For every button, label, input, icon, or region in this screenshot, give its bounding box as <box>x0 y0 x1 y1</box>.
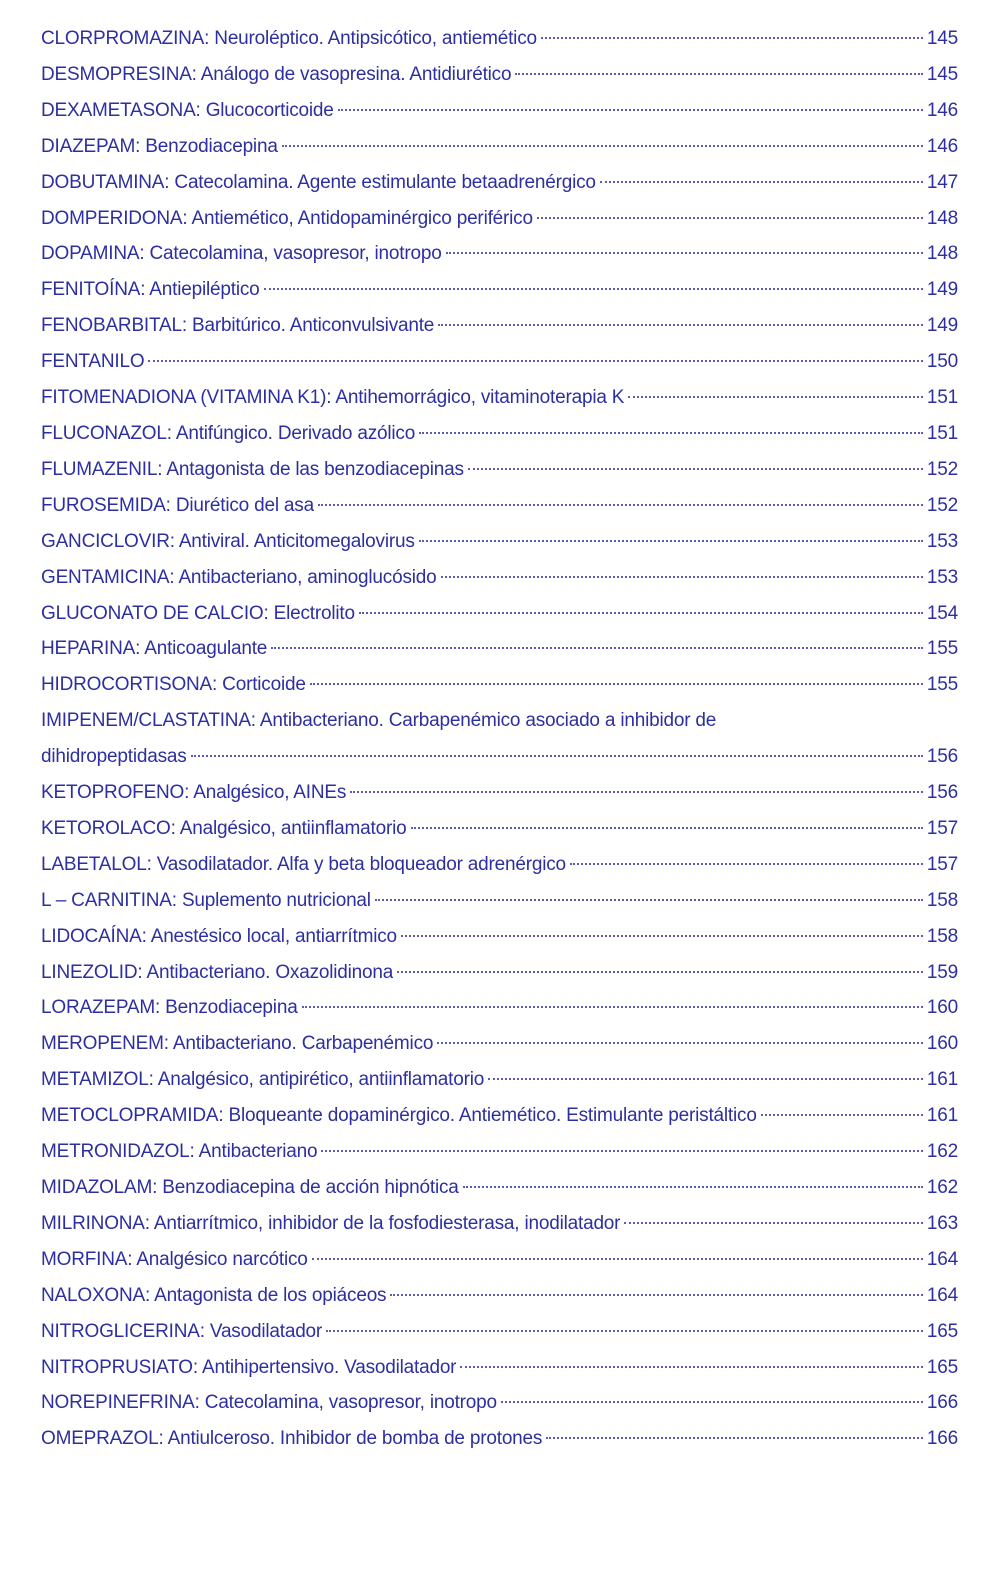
dot-leader <box>624 1222 923 1224</box>
toc-entry[interactable] <box>41 919 958 955</box>
dot-leader <box>338 109 923 111</box>
toc-entry-title: DIAZEPAM: Benzodiacepina <box>41 135 278 157</box>
toc-entry[interactable] <box>41 1206 958 1242</box>
toc-entry-page-number: 145 <box>926 28 958 49</box>
dot-leader <box>441 576 923 578</box>
toc-entry-page-number: 156 <box>926 782 958 804</box>
toc-entry-title: GANCICLOVIR: Antiviral. Anticitomegalovirus <box>41 530 415 552</box>
toc-entry-page-number: 148 <box>926 207 958 229</box>
toc-entry[interactable] <box>41 236 958 272</box>
toc-entry[interactable] <box>41 1242 958 1278</box>
toc-entry-page-number: 161 <box>926 1105 958 1127</box>
toc-entry-page-number: 145 <box>926 63 958 85</box>
toc-entry[interactable] <box>41 1098 958 1134</box>
dot-leader <box>191 755 923 757</box>
toc-entry-title-continued: dihidropeptidasas <box>41 746 187 768</box>
toc-entry-page-number: 158 <box>926 925 958 947</box>
toc-entry[interactable] <box>41 990 958 1026</box>
toc-entry[interactable] <box>41 165 958 201</box>
dot-leader <box>310 683 923 685</box>
toc-entry-title: MIDAZOLAM: Benzodiacepina de acción hipnótica <box>41 1177 459 1198</box>
toc-entry[interactable] <box>41 488 958 524</box>
toc-entry[interactable] <box>41 1421 958 1457</box>
toc-entry-title: METOCLOPRAMIDA: Bloqueante dopaminérgico. Antiemético. Estimulante peristáltico <box>41 1105 757 1127</box>
toc-entry-title: DOBUTAMINA: Catecolamina. Agente estimulante betaadrenérgico <box>41 171 596 193</box>
dot-leader <box>537 217 923 219</box>
toc-entry-title: LINEZOLID: Antibacteriano. Oxazolidinona <box>41 961 394 983</box>
toc-entry-page-number: 152 <box>926 458 958 480</box>
toc-entry-title: METAMIZOL: Analgésico, antipirético, antiinflamatorio <box>41 1069 485 1091</box>
toc-entry-title: LIDOCAÍNA: Anestésico local, antiarrítmico <box>41 925 397 947</box>
toc-entry-page-number: 153 <box>926 566 958 588</box>
toc-entry-page-number: 162 <box>926 1141 958 1163</box>
toc-entry-page-number: 166 <box>926 1392 958 1414</box>
toc-entry-title: GLUCONATO DE CALCIO: Electrolito <box>41 602 355 624</box>
toc-entry-page-number: 149 <box>926 279 958 301</box>
toc-entry-page-number: 159 <box>926 961 958 983</box>
toc-entry-page-number: 151 <box>926 422 958 444</box>
toc-entry[interactable] <box>41 560 958 596</box>
toc-entry-page-number: 157 <box>926 817 958 839</box>
toc-entry-page-number: 148 <box>926 243 958 265</box>
table-of-contents <box>41 21 958 1457</box>
toc-entry-title: IMIPENEM/CLASTATINA: Antibacteriano. Carbapenémico asociado a inhibidor de <box>41 710 717 732</box>
toc-entry-page-number: 161 <box>926 1069 958 1091</box>
toc-entry-page-number: 156 <box>926 746 958 768</box>
dot-leader <box>501 1401 923 1403</box>
dot-leader <box>264 288 923 290</box>
toc-entry-title: MEROPENEM: Antibacteriano. Carbapenémico <box>41 1033 434 1055</box>
toc-entry-title: METRONIDAZOL: Antibacteriano <box>41 1141 318 1163</box>
toc-entry[interactable] <box>41 416 958 452</box>
toc-entry-page-number: 146 <box>926 135 958 157</box>
dot-leader <box>302 1006 923 1008</box>
dot-leader <box>468 468 923 470</box>
toc-entry[interactable] <box>41 21 958 57</box>
toc-entry-page-number: 164 <box>926 1284 958 1306</box>
toc-entry-page-number: 153 <box>926 530 958 552</box>
toc-entry-title: L – CARNITINA: Suplemento nutricional <box>41 889 371 911</box>
toc-entry[interactable] <box>41 1278 958 1314</box>
toc-entry-page-number: 155 <box>926 674 958 696</box>
toc-entry[interactable] <box>41 344 958 380</box>
dot-leader <box>438 324 923 326</box>
toc-entry-title: GENTAMICINA: Antibacteriano, aminoglucósido <box>41 566 437 588</box>
toc-entry-title: LABETALOL: Vasodilatador. Alfa y beta bloqueador adrenérgico <box>41 853 566 875</box>
toc-entry[interactable] <box>41 775 958 811</box>
toc-entry[interactable] <box>41 201 958 237</box>
toc-entry[interactable] <box>41 308 958 344</box>
dot-leader <box>761 1114 923 1116</box>
toc-entry-page-number: 157 <box>926 853 958 875</box>
toc-entry-page-number: 152 <box>926 494 958 516</box>
toc-entry[interactable] <box>41 811 958 847</box>
toc-entry-title: FENTANILO <box>41 351 145 373</box>
toc-entry[interactable] <box>41 524 958 560</box>
toc-entry-page-number: 166 <box>926 1428 958 1450</box>
dot-leader <box>546 1437 923 1439</box>
dot-leader <box>419 432 923 434</box>
toc-entry-page-number: 165 <box>926 1356 958 1378</box>
toc-entry[interactable] <box>41 1170 958 1206</box>
dot-leader <box>515 73 923 75</box>
toc-entry[interactable] <box>41 1134 958 1170</box>
toc-entry-page-number: 165 <box>926 1320 958 1342</box>
toc-entry-page-number: 160 <box>926 997 958 1019</box>
toc-entry[interactable] <box>41 596 958 632</box>
toc-entry[interactable] <box>41 1062 958 1098</box>
dot-leader <box>390 1294 923 1296</box>
dot-leader <box>375 899 923 901</box>
toc-entry-page-number: 150 <box>926 351 958 373</box>
dot-leader <box>271 647 923 649</box>
toc-entry-page-number: 158 <box>926 889 958 911</box>
toc-entry[interactable] <box>41 631 958 667</box>
toc-entry-page-number: 164 <box>926 1248 958 1270</box>
dot-leader <box>600 181 923 183</box>
toc-entry-title: FLUCONAZOL: Antifúngico. Derivado azólico <box>41 422 416 444</box>
toc-entry[interactable] <box>41 57 958 93</box>
toc-entry[interactable] <box>41 703 958 775</box>
toc-entry-title: NALOXONA: Antagonista de los opiáceos <box>41 1284 387 1306</box>
dot-leader <box>350 791 923 793</box>
toc-entry[interactable] <box>41 955 958 991</box>
dot-leader <box>401 935 923 937</box>
toc-entry-title: CLORPROMAZINA: Neuroléptico. Antipsicótico, antiemético <box>41 28 537 49</box>
toc-entry-page-number: 147 <box>926 171 958 193</box>
toc-entry[interactable] <box>41 272 958 308</box>
toc-entry-title: NITROPRUSIATO: Antihipertensivo. Vasodilatador <box>41 1356 457 1378</box>
toc-entry-title: FENITOÍNA: Antiepiléptico <box>41 279 260 301</box>
toc-entry[interactable] <box>41 1314 958 1350</box>
dot-leader <box>321 1150 923 1152</box>
toc-entry-title: FLUMAZENIL: Antagonista de las benzodiacepinas <box>41 458 464 480</box>
toc-entry[interactable] <box>41 1350 958 1386</box>
toc-entry[interactable] <box>41 1026 958 1062</box>
toc-entry-page-number: 163 <box>926 1212 958 1234</box>
toc-entry-title: FITOMENADIONA (VITAMINA K1): Antihemorrágico, vitaminoterapia K <box>41 387 625 409</box>
toc-entry-title: MORFINA: Analgésico narcótico <box>41 1248 308 1270</box>
dot-leader <box>318 504 923 506</box>
dot-leader <box>397 971 923 973</box>
dot-leader <box>359 612 923 614</box>
toc-entry[interactable] <box>41 1385 958 1421</box>
toc-entry[interactable] <box>41 883 958 919</box>
toc-entry-title: KETOROLACO: Analgésico, antiinflamatorio <box>41 817 407 839</box>
dot-leader <box>628 396 923 398</box>
dot-leader <box>326 1330 923 1332</box>
toc-entry[interactable] <box>41 847 958 883</box>
dot-leader <box>419 540 923 542</box>
toc-entry-title: DOPAMINA: Catecolamina, vasopresor, inotropo <box>41 243 442 265</box>
toc-entry-title: LORAZEPAM: Benzodiacepina <box>41 997 298 1019</box>
toc-entry-title: OMEPRAZOL: Antiulceroso. Inhibidor de bomba de protones <box>41 1428 543 1450</box>
dot-leader <box>463 1186 923 1188</box>
dot-leader <box>488 1078 923 1080</box>
toc-entry[interactable] <box>41 129 958 165</box>
dot-leader <box>446 252 923 254</box>
dot-leader <box>282 145 923 147</box>
toc-entry-page-number: 146 <box>926 99 958 121</box>
toc-entry-title: FENOBARBITAL: Barbitúrico. Anticonvulsivante <box>41 315 435 337</box>
dot-leader <box>437 1042 923 1044</box>
toc-entry-page-number: 154 <box>926 602 958 624</box>
dot-leader <box>541 37 923 39</box>
toc-entry-page-number: 160 <box>926 1033 958 1055</box>
dot-leader <box>460 1366 923 1368</box>
dot-leader <box>570 863 923 865</box>
toc-entry-title: DEXAMETASONA: Glucocorticoide <box>41 99 334 121</box>
dot-leader <box>411 827 923 829</box>
toc-entry-title: MILRINONA: Antiarrítmico, inhibidor de la fosfodiesterasa, inodilatador <box>41 1212 621 1234</box>
toc-entry-page-number: 149 <box>926 315 958 337</box>
toc-entry-page-number: 162 <box>926 1177 958 1198</box>
toc-entry[interactable] <box>41 452 958 488</box>
toc-entry[interactable] <box>41 380 958 416</box>
toc-entry-title: FUROSEMIDA: Diurético del asa <box>41 494 314 516</box>
toc-entry-title: NITROGLICERINA: Vasodilatador <box>41 1320 323 1342</box>
toc-entry-title: HEPARINA: Anticoagulante <box>41 638 268 660</box>
dot-leader <box>148 360 922 362</box>
toc-entry-title: HIDROCORTISONA: Corticoide <box>41 674 306 696</box>
toc-entry-title: KETOPROFENO: Analgésico, AINEs <box>41 782 347 804</box>
toc-entry-title: DESMOPRESINA: Análogo de vasopresina. Antidiurético <box>41 63 512 85</box>
toc-entry-page-number: 155 <box>926 638 958 660</box>
dot-leader <box>312 1258 923 1260</box>
toc-entry-page-number: 151 <box>926 387 958 409</box>
toc-entry[interactable] <box>41 93 958 129</box>
toc-entry-title: DOMPERIDONA: Antiemético, Antidopaminérgico periférico <box>41 207 533 229</box>
toc-entry[interactable] <box>41 667 958 703</box>
toc-entry-title: NOREPINEFRINA: Catecolamina, vasopresor, inotropo <box>41 1392 497 1414</box>
